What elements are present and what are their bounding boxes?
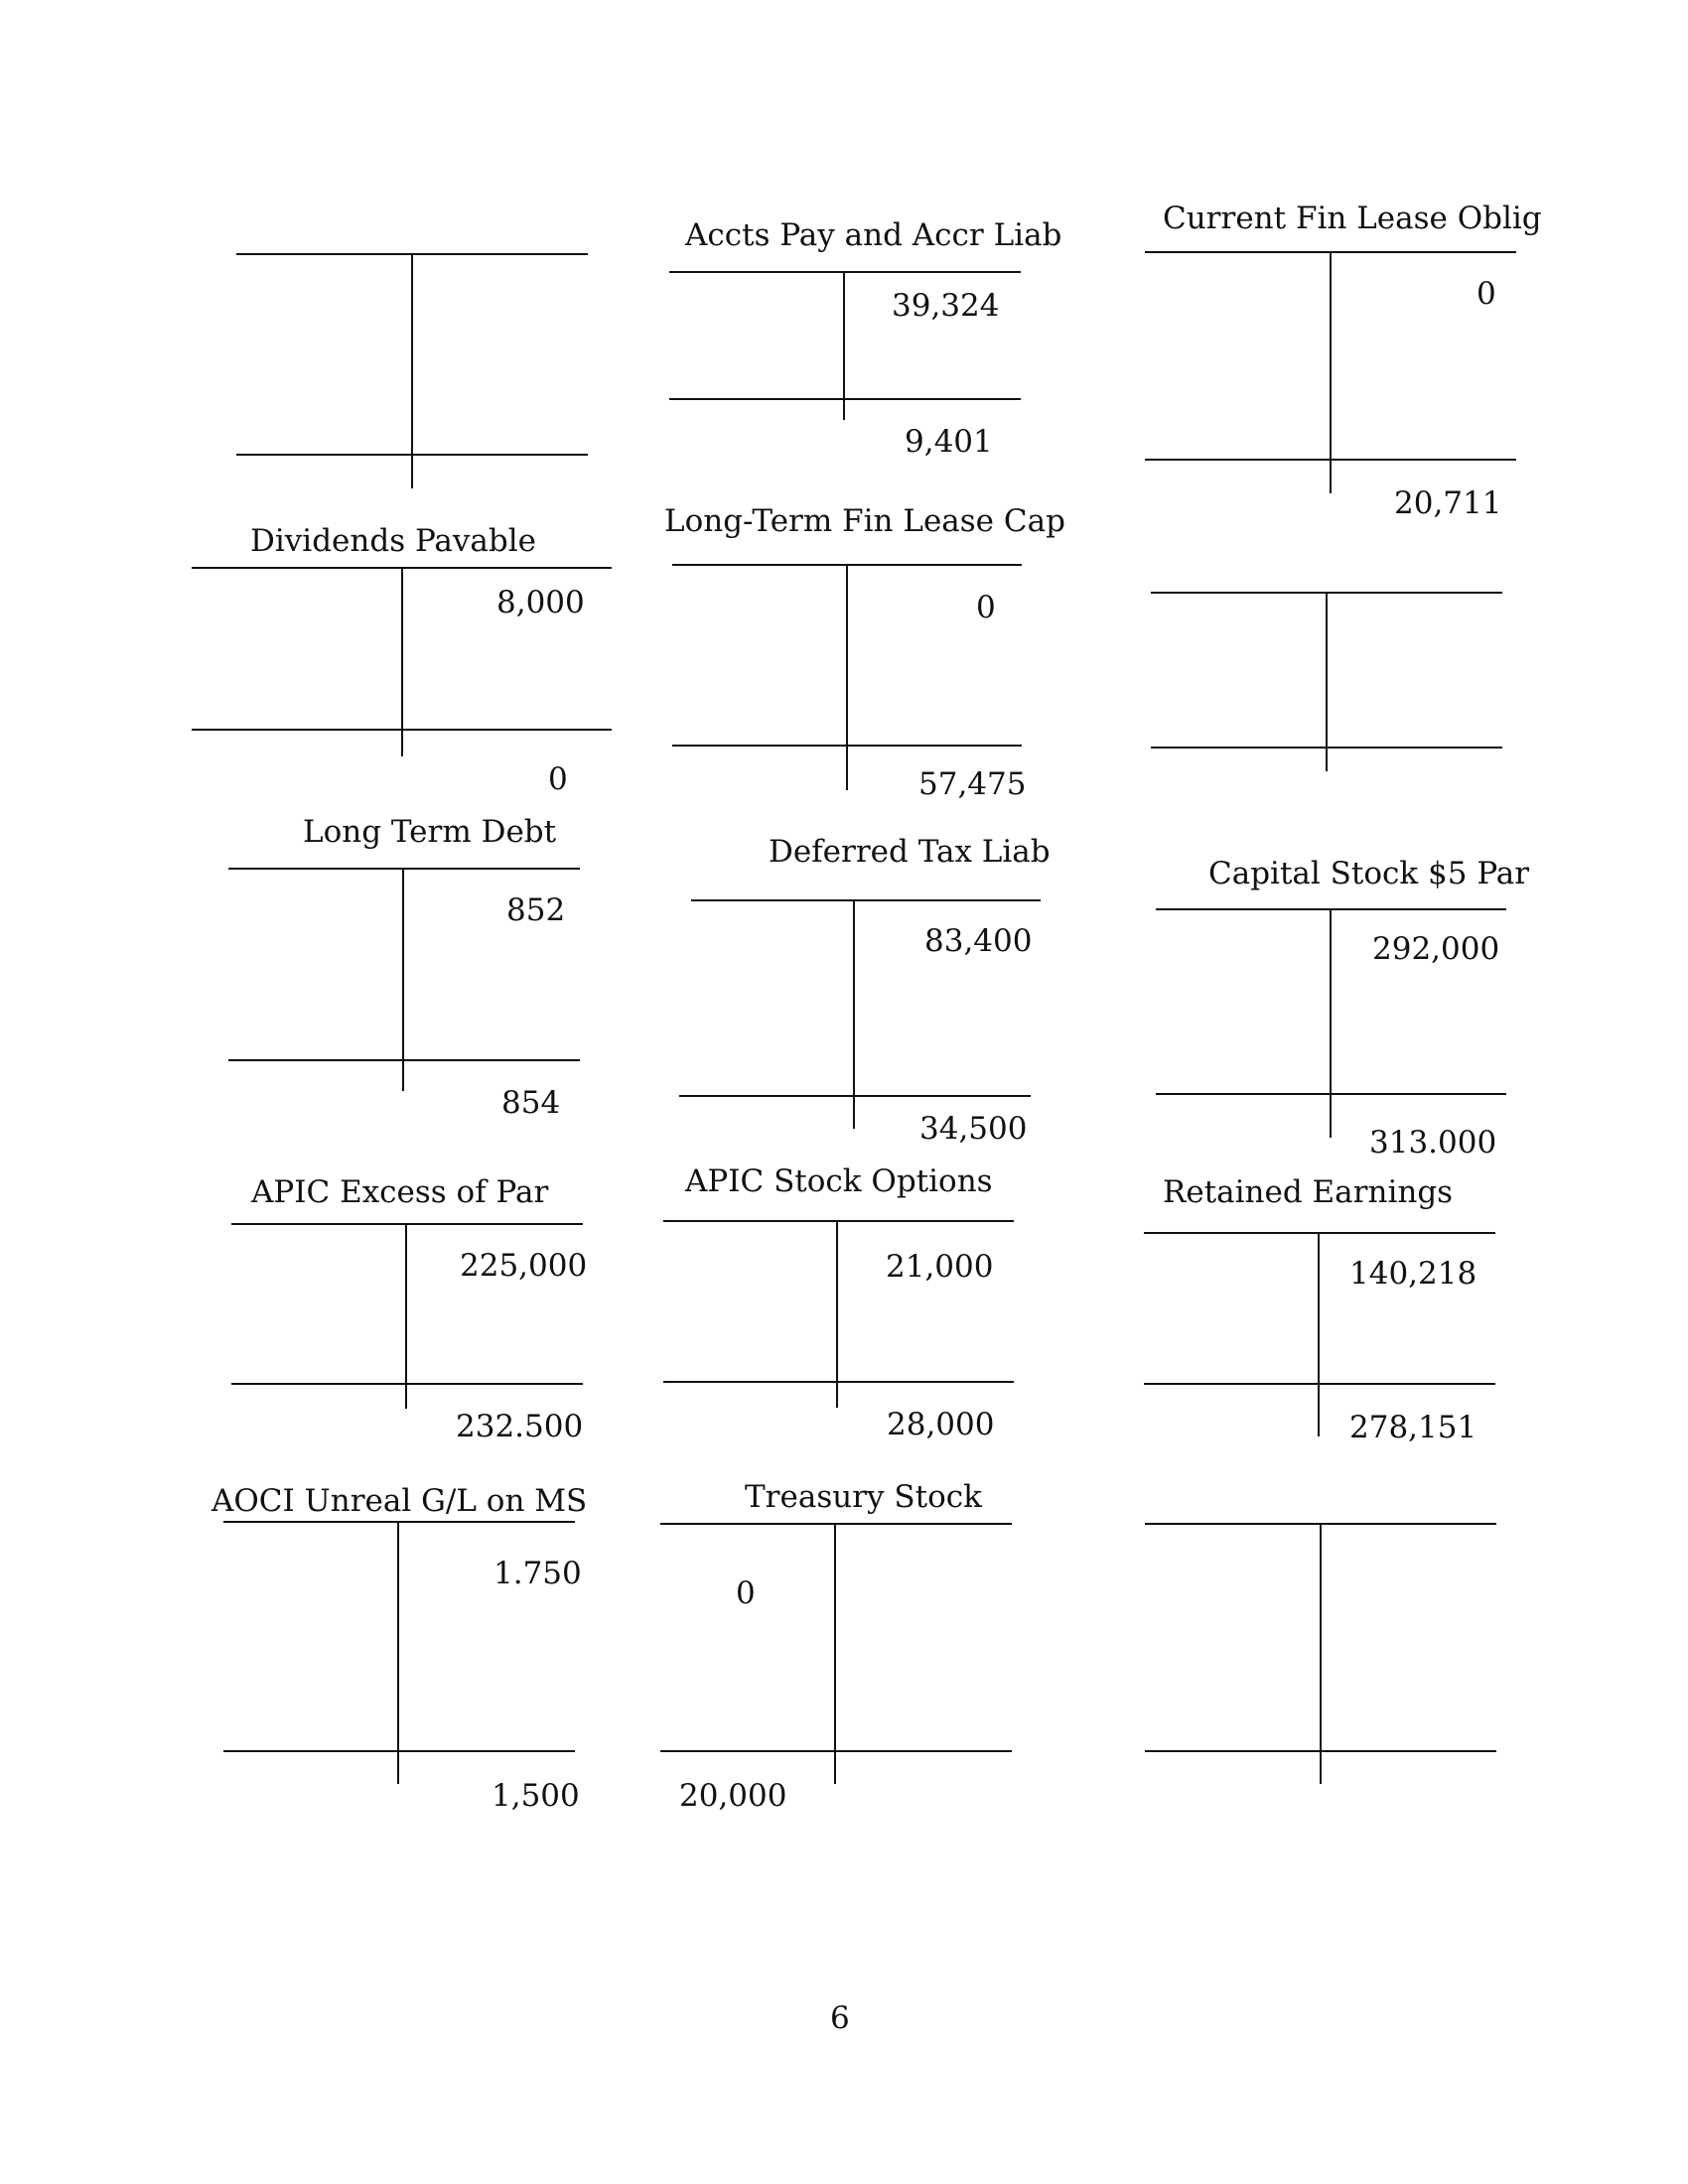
credit-entry: 0 — [976, 590, 996, 625]
t-account-balance-line — [1145, 1750, 1496, 1752]
t-account-divider — [397, 1522, 399, 1784]
t-account-divider — [1330, 252, 1332, 493]
t-account-divider — [402, 869, 404, 1091]
debit-entry: 0 — [736, 1575, 756, 1611]
t-account-balance-line — [231, 1383, 583, 1385]
t-account-divider — [1318, 1233, 1320, 1436]
t-account-balance-line — [669, 398, 1021, 400]
t-account-top-line — [231, 1223, 583, 1225]
debit-balance: 20,000 — [679, 1778, 787, 1814]
t-account-top-line — [228, 868, 580, 870]
t-account-top-line — [663, 1220, 1014, 1222]
t-account-balance-line — [1151, 747, 1502, 749]
credit-balance: 57,475 — [918, 766, 1027, 802]
credit-balance: 20,711 — [1394, 485, 1502, 521]
t-account-balance-line — [228, 1059, 580, 1061]
account-title: Capital Stock $5 Par — [1208, 856, 1530, 891]
credit-balance: 1,500 — [492, 1778, 580, 1814]
t-account-divider — [1326, 593, 1328, 771]
credit-balance: 34,500 — [919, 1111, 1028, 1147]
credit-balance: 313.000 — [1369, 1125, 1497, 1160]
t-account-divider — [846, 565, 848, 790]
account-title: APIC Excess of Par — [251, 1174, 549, 1210]
account-title: Retained Earnings — [1163, 1174, 1454, 1210]
account-title: Long Term Debt — [303, 814, 557, 850]
t-account-top-line — [223, 1521, 575, 1523]
credit-balance: 0 — [548, 761, 568, 797]
credit-entry: 140,218 — [1349, 1256, 1477, 1292]
t-account-top-line — [691, 899, 1041, 901]
page-number: 6 — [830, 2000, 850, 2036]
account-title: Dividends Pavable — [250, 523, 537, 559]
credit-entry: 292,000 — [1372, 931, 1500, 967]
credit-balance: 9,401 — [905, 424, 993, 460]
account-title: Accts Pay and Accr Liab — [685, 217, 1062, 253]
account-title: Deferred Tax Liab — [769, 834, 1051, 870]
account-title: Long-Term Fin Lease Cap — [664, 503, 1065, 539]
credit-entry: 225,000 — [460, 1248, 588, 1284]
t-account-balance-line — [223, 1750, 575, 1752]
t-account-balance-line — [236, 454, 588, 456]
t-account-balance-line — [1145, 459, 1516, 461]
t-account-divider — [836, 1221, 838, 1408]
credit-balance: 232.500 — [456, 1409, 584, 1444]
t-account-balance-line — [672, 745, 1022, 747]
credit-entry: 21,000 — [886, 1249, 994, 1285]
account-title: Current Fin Lease Oblig — [1163, 201, 1542, 236]
t-account-balance-line — [1144, 1383, 1495, 1385]
account-title: Treasury Stock — [745, 1479, 982, 1515]
t-account-divider — [1330, 909, 1332, 1138]
account-title: APIC Stock Options — [685, 1163, 993, 1199]
t-account-balance-line — [660, 1750, 1012, 1752]
t-account-top-line — [1144, 1232, 1495, 1234]
credit-balance: 28,000 — [887, 1407, 995, 1442]
t-account-balance-line — [1156, 1093, 1506, 1095]
credit-entry: 852 — [506, 892, 566, 928]
credit-entry: 0 — [1477, 276, 1496, 312]
account-title: AOCI Unreal G/L on MS — [211, 1483, 588, 1519]
t-account-top-line — [669, 271, 1021, 273]
credit-entry: 8,000 — [496, 585, 585, 620]
t-account-divider — [405, 1224, 407, 1409]
t-account-divider — [1320, 1524, 1322, 1784]
credit-entry: 1.750 — [493, 1556, 582, 1591]
credit-balance: 278,151 — [1349, 1410, 1477, 1445]
credit-entry: 83,400 — [924, 923, 1033, 959]
t-account-balance-line — [679, 1095, 1031, 1097]
t-account-top-line — [660, 1523, 1012, 1525]
credit-balance: 854 — [501, 1085, 561, 1121]
t-account-balance-line — [192, 729, 612, 731]
t-account-balance-line — [663, 1381, 1014, 1383]
t-account-divider — [834, 1524, 836, 1784]
credit-entry: 39,324 — [892, 288, 1000, 324]
